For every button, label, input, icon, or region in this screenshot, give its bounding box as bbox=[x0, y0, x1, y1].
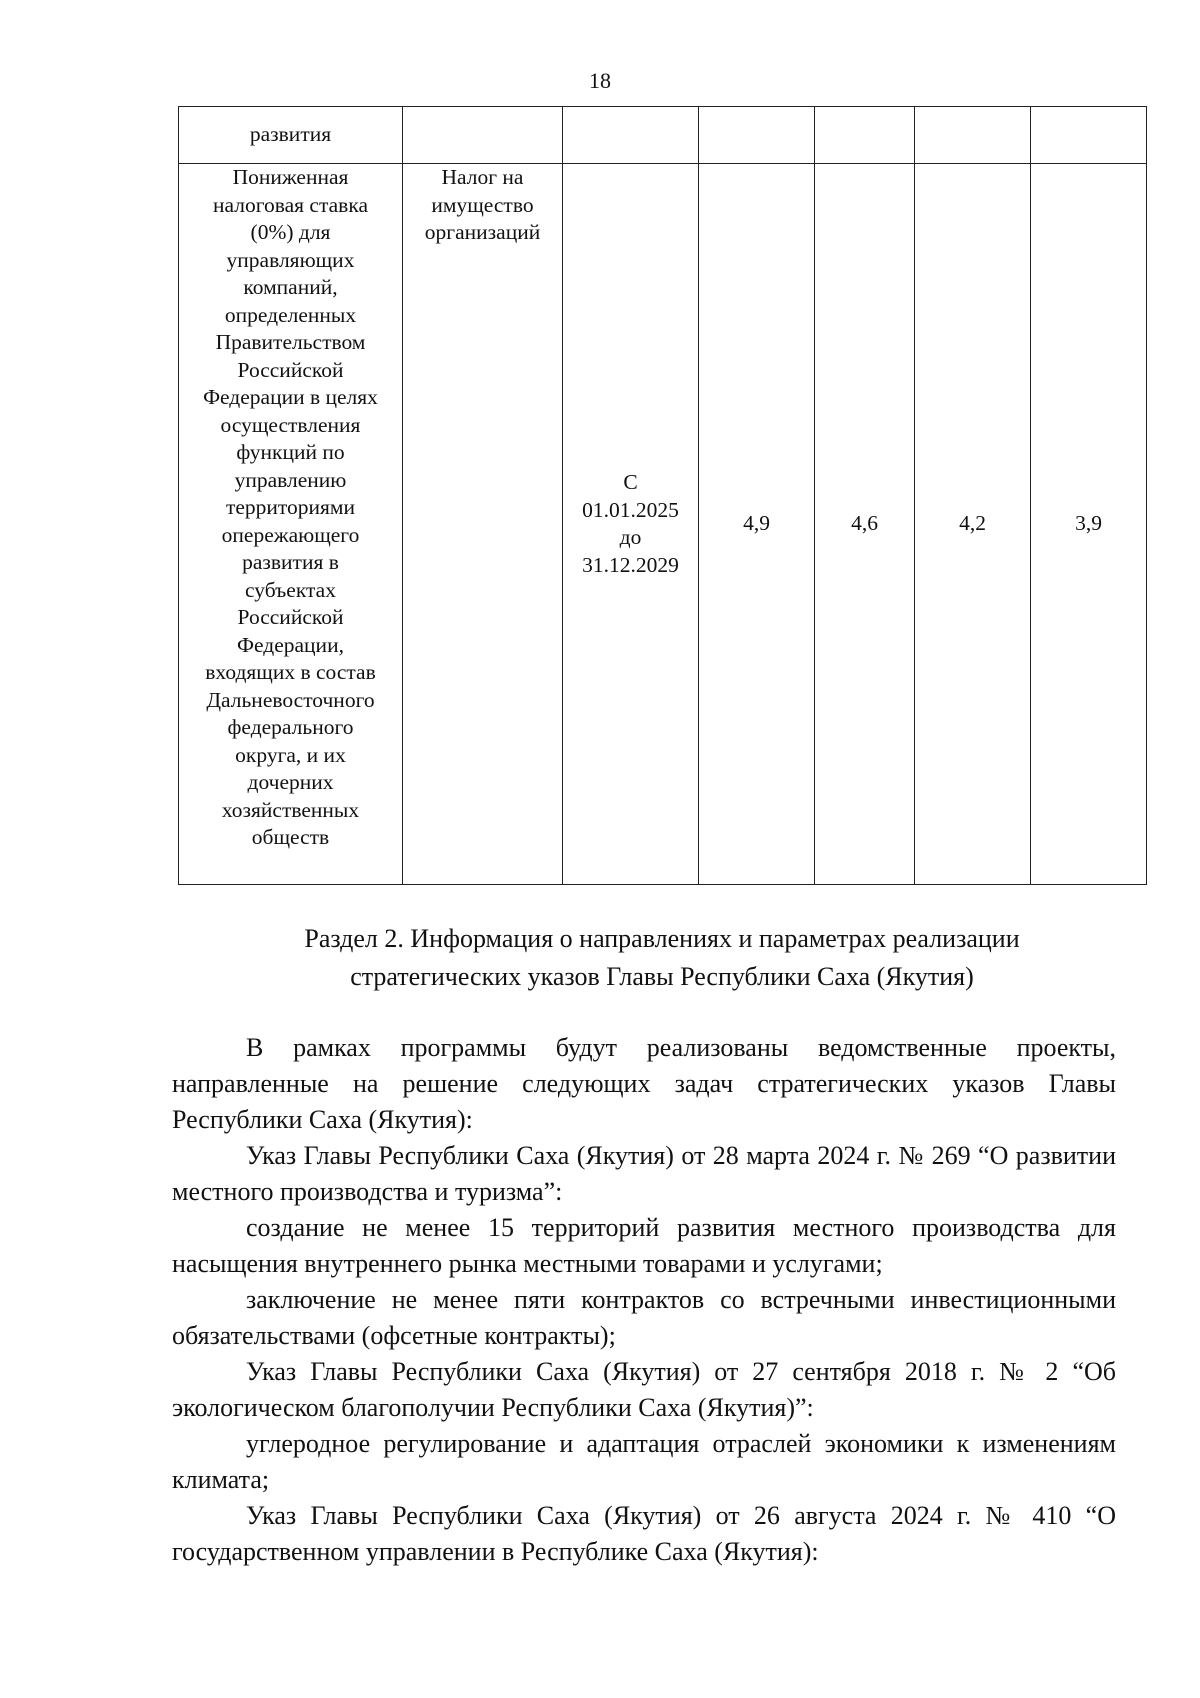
section-heading bbox=[178, 920, 1146, 996]
table-cell-benefit-name bbox=[179, 164, 403, 885]
table-cell-text: развития bbox=[249, 122, 332, 147]
table-cell-value: 4,9 bbox=[699, 164, 815, 885]
table-row bbox=[179, 107, 1147, 164]
table-cell-value: 3,9 bbox=[1031, 164, 1147, 885]
table-cell-empty bbox=[815, 107, 915, 164]
period-to-label: до bbox=[619, 525, 642, 549]
paragraph: Указ Главы Республики Саха (Якутия) от 27 сентября 2018 г. № 2 “Об экологическом благополучии Республики Саха (Якутия)”: bbox=[172, 1357, 1116, 1422]
paragraph: Указ Главы Республики Саха (Якутия) от 26 августа 2024 г. № 410 “О государственном управлении в Республике Саха (Якутия): bbox=[172, 1501, 1116, 1566]
table-cell-tax-type bbox=[403, 164, 563, 885]
period-from-date: 01.01.2025 bbox=[582, 497, 679, 522]
table-cell-empty bbox=[403, 107, 563, 164]
table-row bbox=[179, 164, 1147, 885]
table-cell-period bbox=[563, 164, 699, 885]
benefit-name-text: Пониженная налоговая ставка (0%) для управляющих компаний, определенных Правительством Российской Федерации в целях осуществления функций по управлению территориями опережающего развития в субъектах Российской Федерации, входящих в состав Дальневосточного федерального округа, и их дочерних хозяйственных обществ bbox=[203, 165, 378, 849]
tax-type-text: Налог на имущество организаций bbox=[424, 165, 541, 244]
tax-benefit-table bbox=[178, 106, 1147, 885]
paragraph: В рамках программы будут реализованы ведомственные проекты, направленные на решение следующих задач стратегических указов Главы Республики Саха (Якутия): bbox=[172, 1033, 1116, 1134]
paragraph: углеродное регулирование и адаптация отраслей экономики к изменениям климата; bbox=[172, 1429, 1116, 1494]
table-cell-empty bbox=[563, 107, 699, 164]
table-cell-empty bbox=[1031, 107, 1147, 164]
period-to-date: 31.12.2029 bbox=[582, 552, 679, 577]
page-number: 18 bbox=[589, 68, 611, 93]
table-cell-value: 4,6 bbox=[815, 164, 915, 885]
table-cell-empty bbox=[915, 107, 1031, 164]
table-cell-value: 4,2 bbox=[915, 164, 1031, 885]
table-cell-name bbox=[179, 107, 403, 164]
section-heading-line: Раздел 2. Информация о направлениях и параметрах реализации bbox=[304, 924, 1020, 953]
table-cell-empty bbox=[699, 107, 815, 164]
body-text bbox=[172, 1030, 1116, 1570]
paragraph: создание не менее 15 территорий развития местного производства для насыщения внутреннего рынка местными товарами и услугами; bbox=[172, 1213, 1116, 1278]
section-heading-line: стратегических указов Главы Республики Саха (Якутия) bbox=[350, 962, 974, 991]
paragraph: заключение не менее пяти контрактов со встречными инвестиционными обязательствами (офсетные контракты); bbox=[172, 1285, 1116, 1350]
paragraph: Указ Главы Республики Саха (Якутия) от 28 марта 2024 г. № 269 “О развитии местного производства и туризма”: bbox=[172, 1141, 1116, 1206]
period-from-label: С bbox=[623, 470, 638, 494]
